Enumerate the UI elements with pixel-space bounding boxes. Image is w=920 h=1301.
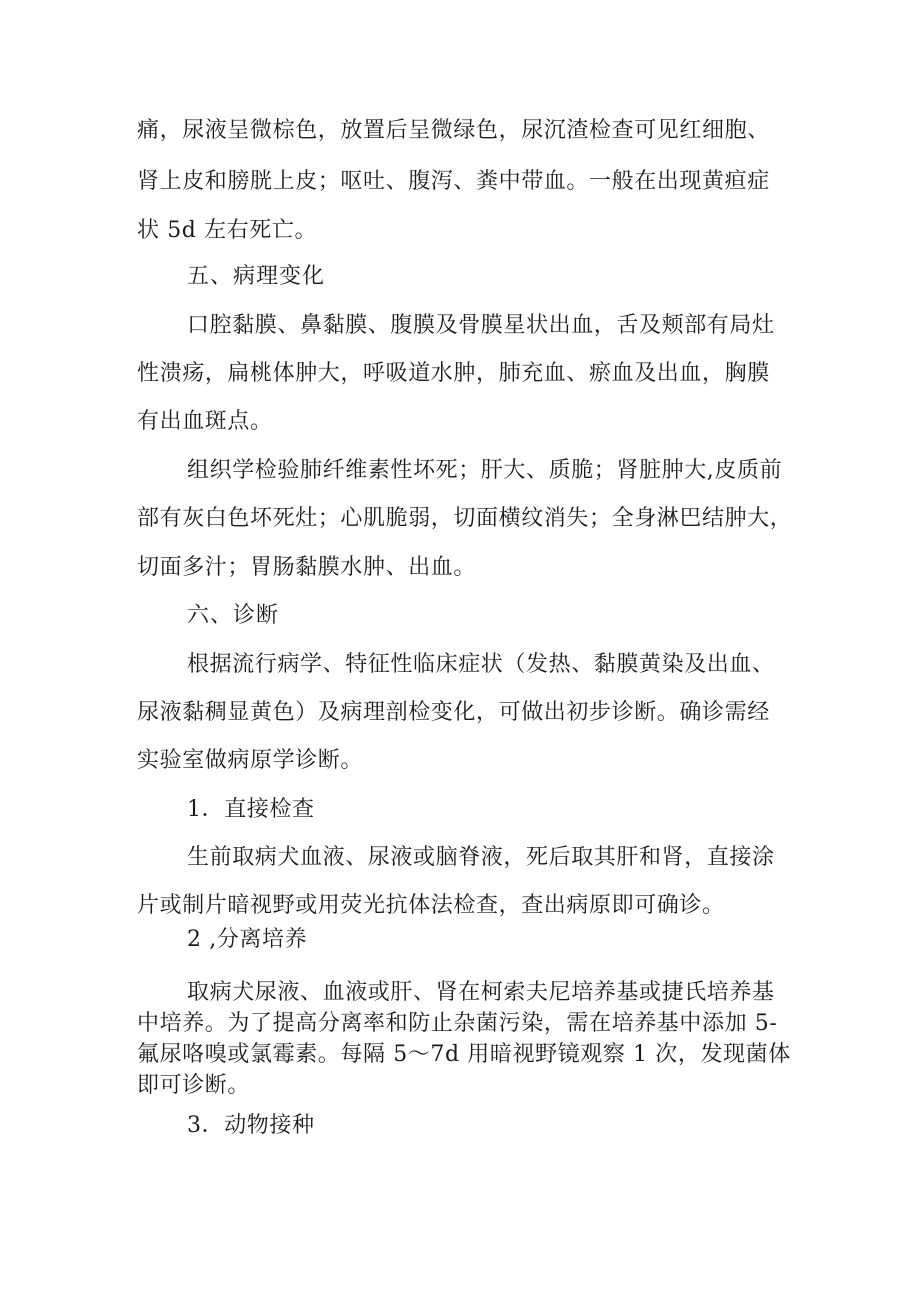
body-text-line: 部有灰白色坏死灶；心肌脆弱，切面横纹消失；全身淋巴结肿大， [137,506,793,531]
body-text-line: 痛，尿液呈微棕色，放置后呈微绿色，尿沉渣检查可见红细胞、 [137,118,770,143]
subsection-heading-animal-inoculation: 3．动物接种 [187,1113,315,1138]
body-text-line: 有出血斑点。 [137,409,273,434]
body-text-line: 生前取病犬血液、尿液或脑脊液，死后取其肝和肾，直接涂 [187,845,775,870]
body-text-line: 状 5d 左右死亡。 [137,218,318,243]
body-text-line: 片或制片暗视野或用荧光抗体法检查，查出病原即可确诊。 [137,893,725,918]
body-text-line: 氟尿咯嗅或氯霉素。每隔 5～7d 用暗视野镜观察 1 次，发现菌体 [137,1042,791,1067]
section-heading-diagnosis: 六、诊断 [187,603,280,628]
body-text-line: 肾上皮和膀胱上皮；呕吐、腹泻、粪中带血。一般在出现黄疸症 [137,169,770,194]
body-text-line: 即可诊断。 [137,1073,251,1098]
body-text-line: 组织学检验肺纤维素性坏死；肝大、质脆；肾脏肿大,皮质前 [187,458,783,483]
body-text-line: 根据流行病学、特征性临床症状（发热、黏膜黄染及出血、 [187,652,775,677]
body-text-line: 实验室做病原学诊断。 [137,748,364,773]
subsection-heading-isolation: 2 ,分离培养 [187,927,308,952]
body-text-line: 取病犬尿液、血液或肝、肾在柯索夫尼培养基或捷氏培养基 [187,980,775,1005]
body-text-line: 尿液黏稠显黄色）及病理剖检变化，可做出初步诊断。确诊需经 [137,700,770,725]
subsection-heading-direct-exam: 1．直接检查 [187,797,315,822]
body-text-line: 性溃疡，扁桃体肿大，呼吸道水肿，肺充血、瘀血及出血，胸膜 [137,361,770,386]
section-heading-pathology: 五、病理变化 [187,264,326,289]
body-text-line: 口腔黏膜、鼻黏膜、腹膜及骨膜星状出血，舌及颊部有局灶 [187,313,775,338]
body-text-line: 中培养。为了提高分离率和防止杂菌污染，需在培养基中添加 5- [137,1011,778,1036]
body-text-line: 切面多汁；胃肠黏膜水肿、出血。 [137,555,477,580]
